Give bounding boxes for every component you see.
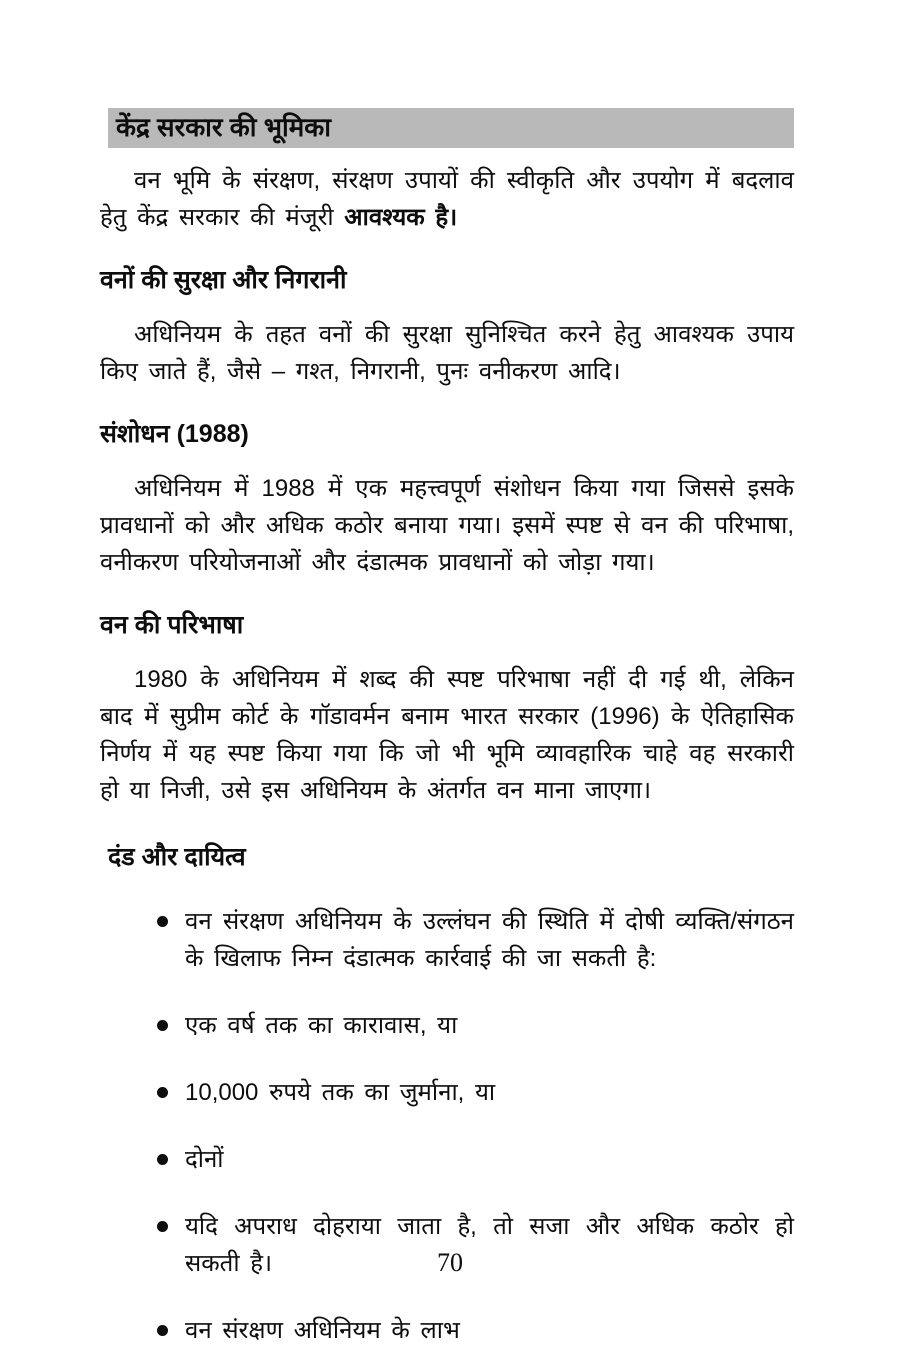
list-item: 10,000 रुपये तक का जुर्माना, या bbox=[155, 1074, 794, 1111]
section-heading-penalties: दंड और दायित्व bbox=[108, 843, 246, 871]
list-item: वन संरक्षण अधिनियम के उल्लंघन की स्थिति में दोषी व्यक्ति/संगठन के खिलाफ निम्न दंडात्मक कार्रवाई की जा सकती है: bbox=[155, 903, 794, 977]
intro-paragraph bbox=[100, 162, 794, 236]
intro-text: वन भूमि के संरक्षण, संरक्षण उपायों की स्वीकृति और उपयोग में बदलाव हेतु केंद्र सरकार की मंजूरी bbox=[100, 167, 794, 231]
penalty-list bbox=[100, 903, 794, 1349]
intro-text-bold: आवश्यक है। bbox=[344, 204, 458, 231]
section-heading-protection: वनों की सुरक्षा और निगरानी bbox=[100, 266, 347, 294]
list-item: दोनों bbox=[155, 1141, 794, 1178]
section-paragraph-amendment: अधिनियम में 1988 में एक महत्त्वपूर्ण संशोधन किया गया जिससे इसके प्रावधानों को और अधिक कठोर बनाया गया। इसमें स्पष्ट से वन की परिभाषा, वनीकरण परियोजनाओं और दंडात्मक प्रावधानों को जोड़ा गया। bbox=[100, 475, 794, 576]
section-paragraph-protection: अधिनियम के तहत वनों की सुरक्षा सुनिश्चित करने हेतु आवश्यक उपाय किए जाते हैं, जैसे – गश्त, निगरानी, पुनः वनीकरण आदि। bbox=[100, 321, 794, 385]
banner-heading: केंद्र सरकार की भूमिका bbox=[108, 108, 794, 148]
page-number: 70 bbox=[437, 1248, 463, 1277]
list-item: एक वर्ष तक का कारावास, या bbox=[155, 1007, 794, 1044]
list-item: यदि अपराध दोहराया जाता है, तो सजा और अधिक कठोर हो सकती है। bbox=[155, 1208, 794, 1282]
list-item: वन संरक्षण अधिनियम के लाभ bbox=[155, 1312, 794, 1349]
section-heading-definition: वन की परिभाषा bbox=[100, 611, 244, 639]
section-paragraph-definition: 1980 के अधिनियम में शब्द की स्पष्ट परिभाषा नहीं दी गई थी, लेकिन बाद में सुप्रीम कोर्ट के गॉडावर्मन बनाम भारत सरकार (1996) के ऐतिहासिक निर्णय में यह स्पष्ट किया गया कि जो भी भूमि व्यावहारिक चाहे वह सरकारी हो या निजी, उसे इस अधिनियम के अंतर्गत वन माना जाएगा। bbox=[100, 666, 794, 804]
section-heading-amendment: संशोधन (1988) bbox=[100, 420, 249, 448]
